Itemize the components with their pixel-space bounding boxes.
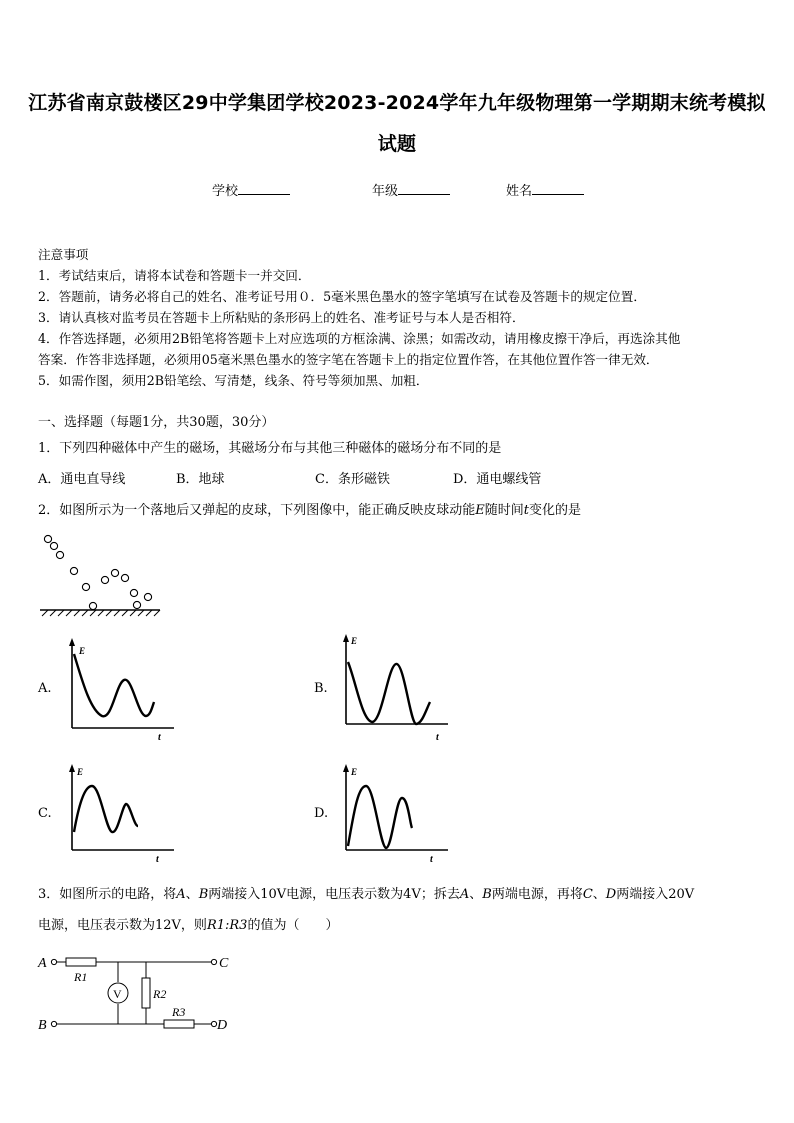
q2-graph-b bbox=[336, 632, 456, 742]
bouncing-ball-figure bbox=[36, 530, 166, 618]
label-c: C bbox=[219, 956, 229, 971]
q2-option-d-label: D. bbox=[314, 806, 329, 821]
q3-circuit-diagram bbox=[34, 948, 244, 1038]
q2-stem-e: E bbox=[475, 503, 485, 518]
notice-item: 1．考试结束后，请将本试卷和答题卡一并交回． bbox=[38, 268, 311, 283]
y-axis-label: E bbox=[77, 767, 84, 777]
q3-text: 的值为（ ） bbox=[247, 918, 339, 933]
energy-curve bbox=[348, 662, 430, 724]
x-axis-label: t bbox=[156, 854, 159, 865]
q2-graph-c bbox=[62, 762, 182, 868]
q1-stem: 1．下列四种磁体中产生的磁场，其磁场分布与其他三种磁体的磁场分布不同的是 bbox=[38, 441, 502, 456]
name-blank bbox=[532, 182, 584, 195]
q2-graph-d bbox=[336, 762, 456, 868]
y-arrow-icon bbox=[343, 764, 349, 772]
q2-option-b-label: B. bbox=[314, 681, 328, 696]
energy-curve bbox=[348, 786, 412, 848]
q3-text: 两端电源，再将 bbox=[491, 887, 583, 902]
page-title-line1: 江苏省南京鼓楼区29中学集团学校2023-2024学年九年级物理第一学期期末统考模拟 bbox=[28, 92, 766, 114]
q2-stem bbox=[38, 499, 581, 518]
q2-option-a-label: A. bbox=[38, 681, 52, 696]
q2-stem-post: 变化的是 bbox=[529, 503, 582, 518]
q1-option-b: B．地球 bbox=[176, 472, 225, 487]
terminal-c bbox=[211, 959, 216, 964]
q3-ratio: R1:R3 bbox=[206, 918, 248, 933]
q3-var-a: A bbox=[459, 887, 470, 902]
y-arrow-icon bbox=[69, 638, 75, 646]
q3-sep: 、 bbox=[592, 887, 606, 902]
label-d: D bbox=[217, 1018, 228, 1033]
q3-var-d: D bbox=[605, 887, 617, 902]
resistor-r2 bbox=[142, 978, 150, 1008]
terminal-b bbox=[51, 1021, 56, 1026]
y-arrow-icon bbox=[69, 764, 75, 772]
notice-item: 5．如需作图，须用2B铅笔绘、写清楚，线条、符号等须加黑、加粗． bbox=[38, 373, 429, 388]
q1-option-d: D．通电螺线管 bbox=[453, 472, 542, 487]
name-field bbox=[506, 180, 584, 199]
terminal-a bbox=[51, 959, 56, 964]
q3-sep: 、 bbox=[185, 887, 199, 902]
y-axis-label: E bbox=[351, 636, 358, 646]
q1-option-c: C．条形磁铁 bbox=[315, 472, 390, 487]
energy-curve bbox=[74, 786, 138, 832]
x-axis-label: t bbox=[158, 732, 161, 742]
notice-item: 4．作答选择题，必须用2B铅笔将答题卡上对应选项的方框涂满、涂黑；如需改动，请用橡皮擦干净后，再选涂其他 bbox=[38, 331, 681, 346]
notice-heading: 注意事项 bbox=[38, 247, 89, 262]
grade-label: 年级 bbox=[372, 184, 399, 199]
q3-sep: 、 bbox=[469, 887, 483, 902]
section-heading: 一、选择题（每题1分，共30题，30分） bbox=[38, 415, 275, 430]
name-label: 姓名 bbox=[506, 184, 533, 199]
q3-var-c: C bbox=[582, 887, 593, 902]
terminal-d bbox=[211, 1021, 216, 1026]
q3-text: 3．如图所示的电路，将 bbox=[38, 887, 177, 902]
q3-text: 电源，电压表示数为12V，则 bbox=[38, 918, 207, 933]
q3-text: 两端接入20V bbox=[616, 887, 695, 902]
q2-stem-pre: 2．如图所示为一个落地后又弹起的皮球，下列图像中，能正确反映皮球动能 bbox=[38, 503, 476, 518]
q2-option-c-label: C. bbox=[38, 806, 52, 821]
school-blank bbox=[238, 182, 290, 195]
q3-var-b: B bbox=[482, 887, 492, 902]
q3-text: 两端接入10V电源，电压表示数为4V；拆去 bbox=[208, 887, 460, 902]
q2-stem-mid: 随时间 bbox=[484, 503, 524, 518]
energy-curve bbox=[74, 654, 154, 716]
label-r2: R2 bbox=[153, 987, 167, 1001]
notice-item: 2．答题前，请务必将自己的姓名、准考证号用０．5毫米黑色墨水的签字笔填写在试卷及答题卡的规定位置． bbox=[38, 289, 646, 304]
q2-graph-a bbox=[62, 636, 182, 742]
grade-field bbox=[372, 180, 450, 199]
notice-item: 3．请认真核对监考员在答题卡上所粘贴的条形码上的姓名、准考证号与本人是否相符． bbox=[38, 310, 525, 325]
notice-item: 答案．作答非选择题，必须用05毫米黑色墨水的签字笔在答题卡上的指定位置作答，在其他位置作答一律无效． bbox=[38, 352, 659, 367]
resistor-r1 bbox=[66, 958, 96, 966]
q3-var-a: A bbox=[176, 887, 186, 902]
label-a: A bbox=[38, 956, 47, 971]
resistor-r3 bbox=[164, 1020, 194, 1028]
voltmeter-label: V bbox=[113, 987, 122, 1001]
x-axis-label: t bbox=[436, 732, 439, 742]
page-title-line2: 试题 bbox=[377, 133, 417, 155]
y-axis-label: E bbox=[79, 646, 86, 656]
label-r3: R3 bbox=[172, 1005, 186, 1019]
school-field bbox=[212, 180, 290, 199]
q3-var-b: B bbox=[198, 887, 209, 902]
grade-blank bbox=[398, 182, 450, 195]
y-arrow-icon bbox=[343, 634, 349, 642]
q1-option-a: A．通电直导线 bbox=[38, 472, 126, 487]
q3-stem-line2 bbox=[38, 914, 338, 933]
label-b: B bbox=[38, 1018, 47, 1033]
y-axis-label: E bbox=[351, 767, 358, 777]
x-axis-label: t bbox=[430, 854, 433, 865]
q2-stem-t: t bbox=[523, 503, 530, 518]
q3-stem-line1 bbox=[38, 883, 694, 902]
school-label: 学校 bbox=[212, 184, 239, 199]
label-r1: R1 bbox=[74, 970, 88, 984]
